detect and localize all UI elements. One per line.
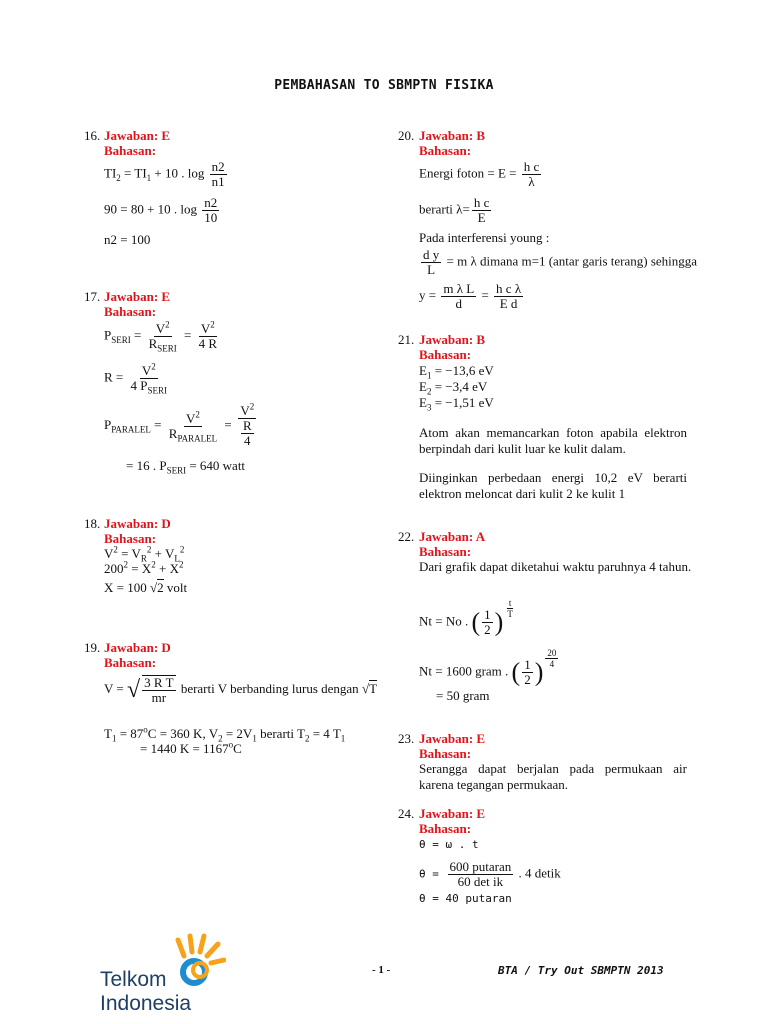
question-number: 18. xyxy=(84,516,101,531)
bahasan-label: Bahasan: xyxy=(419,347,472,362)
paragraph: Atom akan memancarkan foton apabila elektron berpindah dari kulit luar ke kulit dalam. xyxy=(419,425,687,456)
paragraph: Diinginkan perbedaan energi 10,2 eV berarti elektron meloncat dari kulit 2 ke kulit 1 xyxy=(419,470,687,501)
formula-line: Nt = 1600 gram . ( $\frac{1}{2}$ ) $\frac{20}{4}$ xyxy=(419,648,557,687)
answer-label: Jawaban: E xyxy=(419,731,486,746)
formula-line: θ = 40 putaran xyxy=(419,892,512,905)
bahasan-label: Bahasan: xyxy=(419,746,472,761)
page-number: - 1 - xyxy=(372,964,391,976)
telkom-sun-icon xyxy=(170,932,226,992)
formula-line: X = 100 √2 volt xyxy=(104,580,188,595)
footer-title: BTA / Try Out SBMPTN 2013 xyxy=(498,964,664,977)
formula-line: $T_1 = 87^oC = 360$ K, $V_2 = 2V_1$ berarti $T_2 = 4$ $T_1$ xyxy=(104,724,346,744)
question-number: 24. xyxy=(398,806,415,821)
formula-line: y = $\frac{\text{m λ L}}{d}$ = $\frac{\text{h c λ}}{\text{E d}}$ xyxy=(419,281,522,311)
logo-line1: Telkom xyxy=(100,968,167,991)
text-line: Pada interferensi young : xyxy=(419,230,550,245)
formula-line: $E_2 = -3,4$ eV xyxy=(419,379,488,397)
answer-label: Jawaban: B xyxy=(419,332,486,347)
paragraph: Serangga dapat berjalan pada permukaan air karena tegangan permukaan. xyxy=(419,761,687,792)
bahasan-label: Bahasan: xyxy=(104,143,157,158)
formula-line: θ = $\frac{\text{600 putaran}}{\text{60 det ik}}$ . 4 detik xyxy=(419,859,561,889)
question-number: 23. xyxy=(398,731,415,746)
formula-line: $P_{PARALEL}$ = $\frac{V^2}{R_{PARALEL}}$ = $\frac{V^2}{\frac{R}{4}}$ xyxy=(104,401,255,448)
formula-line: $V^2 = V_R^2 + V_L^2$ xyxy=(104,544,185,564)
bahasan-label: Bahasan: xyxy=(419,143,472,158)
formula-line: = 16 . $P_{SERI} = 640$ watt xyxy=(126,458,246,476)
question-number: 16. xyxy=(84,128,101,143)
formula-line: berarti λ= $\frac{\text{h c}}{E}$ xyxy=(419,195,490,225)
formula-line: $E_1 = -13,6$ eV xyxy=(419,363,494,381)
bahasan-label: Bahasan: xyxy=(419,821,472,836)
answer-label: Jawaban: E xyxy=(104,289,171,304)
question-number: 21. xyxy=(398,332,415,347)
answer-label: Jawaban: D xyxy=(104,640,171,655)
logo-line2: Indonesia xyxy=(100,992,192,1015)
formula-line: 90 = 80 + 10 . log $\frac{n2}{10}$ xyxy=(104,195,218,225)
answer-label: Jawaban: D xyxy=(104,516,171,531)
answer-label: Jawaban: E xyxy=(419,806,486,821)
text-line: Dari grafik dapat diketahui waktu paruhnya 4 tahun. xyxy=(419,559,692,574)
formula-line: V = √ $\frac{\text{3 R T}}{mr}$ berarti V berbanding lurus dengan √T xyxy=(104,675,378,705)
question-number: 20. xyxy=(398,128,415,143)
answer-label: Jawaban: B xyxy=(419,128,486,143)
formula-line: $E_3 = -1,51$ eV xyxy=(419,395,494,413)
bahasan-label: Bahasan: xyxy=(104,655,157,670)
bahasan-label: Bahasan: xyxy=(104,304,157,319)
formula-line: Nt = No . ( $\frac{1}{2}$ ) $\frac{t}{T}$ xyxy=(419,598,513,637)
answer-label: Jawaban: A xyxy=(419,529,486,544)
question-number: 17. xyxy=(84,289,101,304)
formula-line: $TI_2 = TI_1 + 10$ . log $\frac{n2}{n1}$ xyxy=(104,159,225,189)
formula-line: = 50 gram xyxy=(436,688,490,703)
answer-label: Jawaban: E xyxy=(104,128,171,143)
question-number: 22. xyxy=(398,529,415,544)
page-title: PEMBAHASAN TO SBMPTN FISIKA xyxy=(274,78,494,93)
bahasan-label: Bahasan: xyxy=(104,531,157,546)
formula-line: R = $\frac{V^2}{4 P_{SERI}}$ xyxy=(104,361,168,396)
question-number: 19. xyxy=(84,640,101,655)
formula-line: Energi foton = E = $\frac{\text{h c}}{\lambda}$ xyxy=(419,159,540,189)
formula-line: θ = ω . t xyxy=(419,838,479,851)
bahasan-label: Bahasan: xyxy=(419,544,472,559)
formula-line: $200^2 = X^2 + X^2$ xyxy=(104,559,184,576)
formula-line: = 1440 $K = 1167^oC$ xyxy=(140,739,242,756)
formula-line: $\frac{\text{d y}}{L}$ = m λ dimana m=1 (antar garis terang) sehingga xyxy=(423,247,698,277)
formula-line: $P_{SERI}$ = $\frac{V^2}{R_{SERI}}$ = $\frac{V^2}{4 R}$ xyxy=(104,319,218,354)
formula-line: n2 = 100 xyxy=(104,232,151,247)
